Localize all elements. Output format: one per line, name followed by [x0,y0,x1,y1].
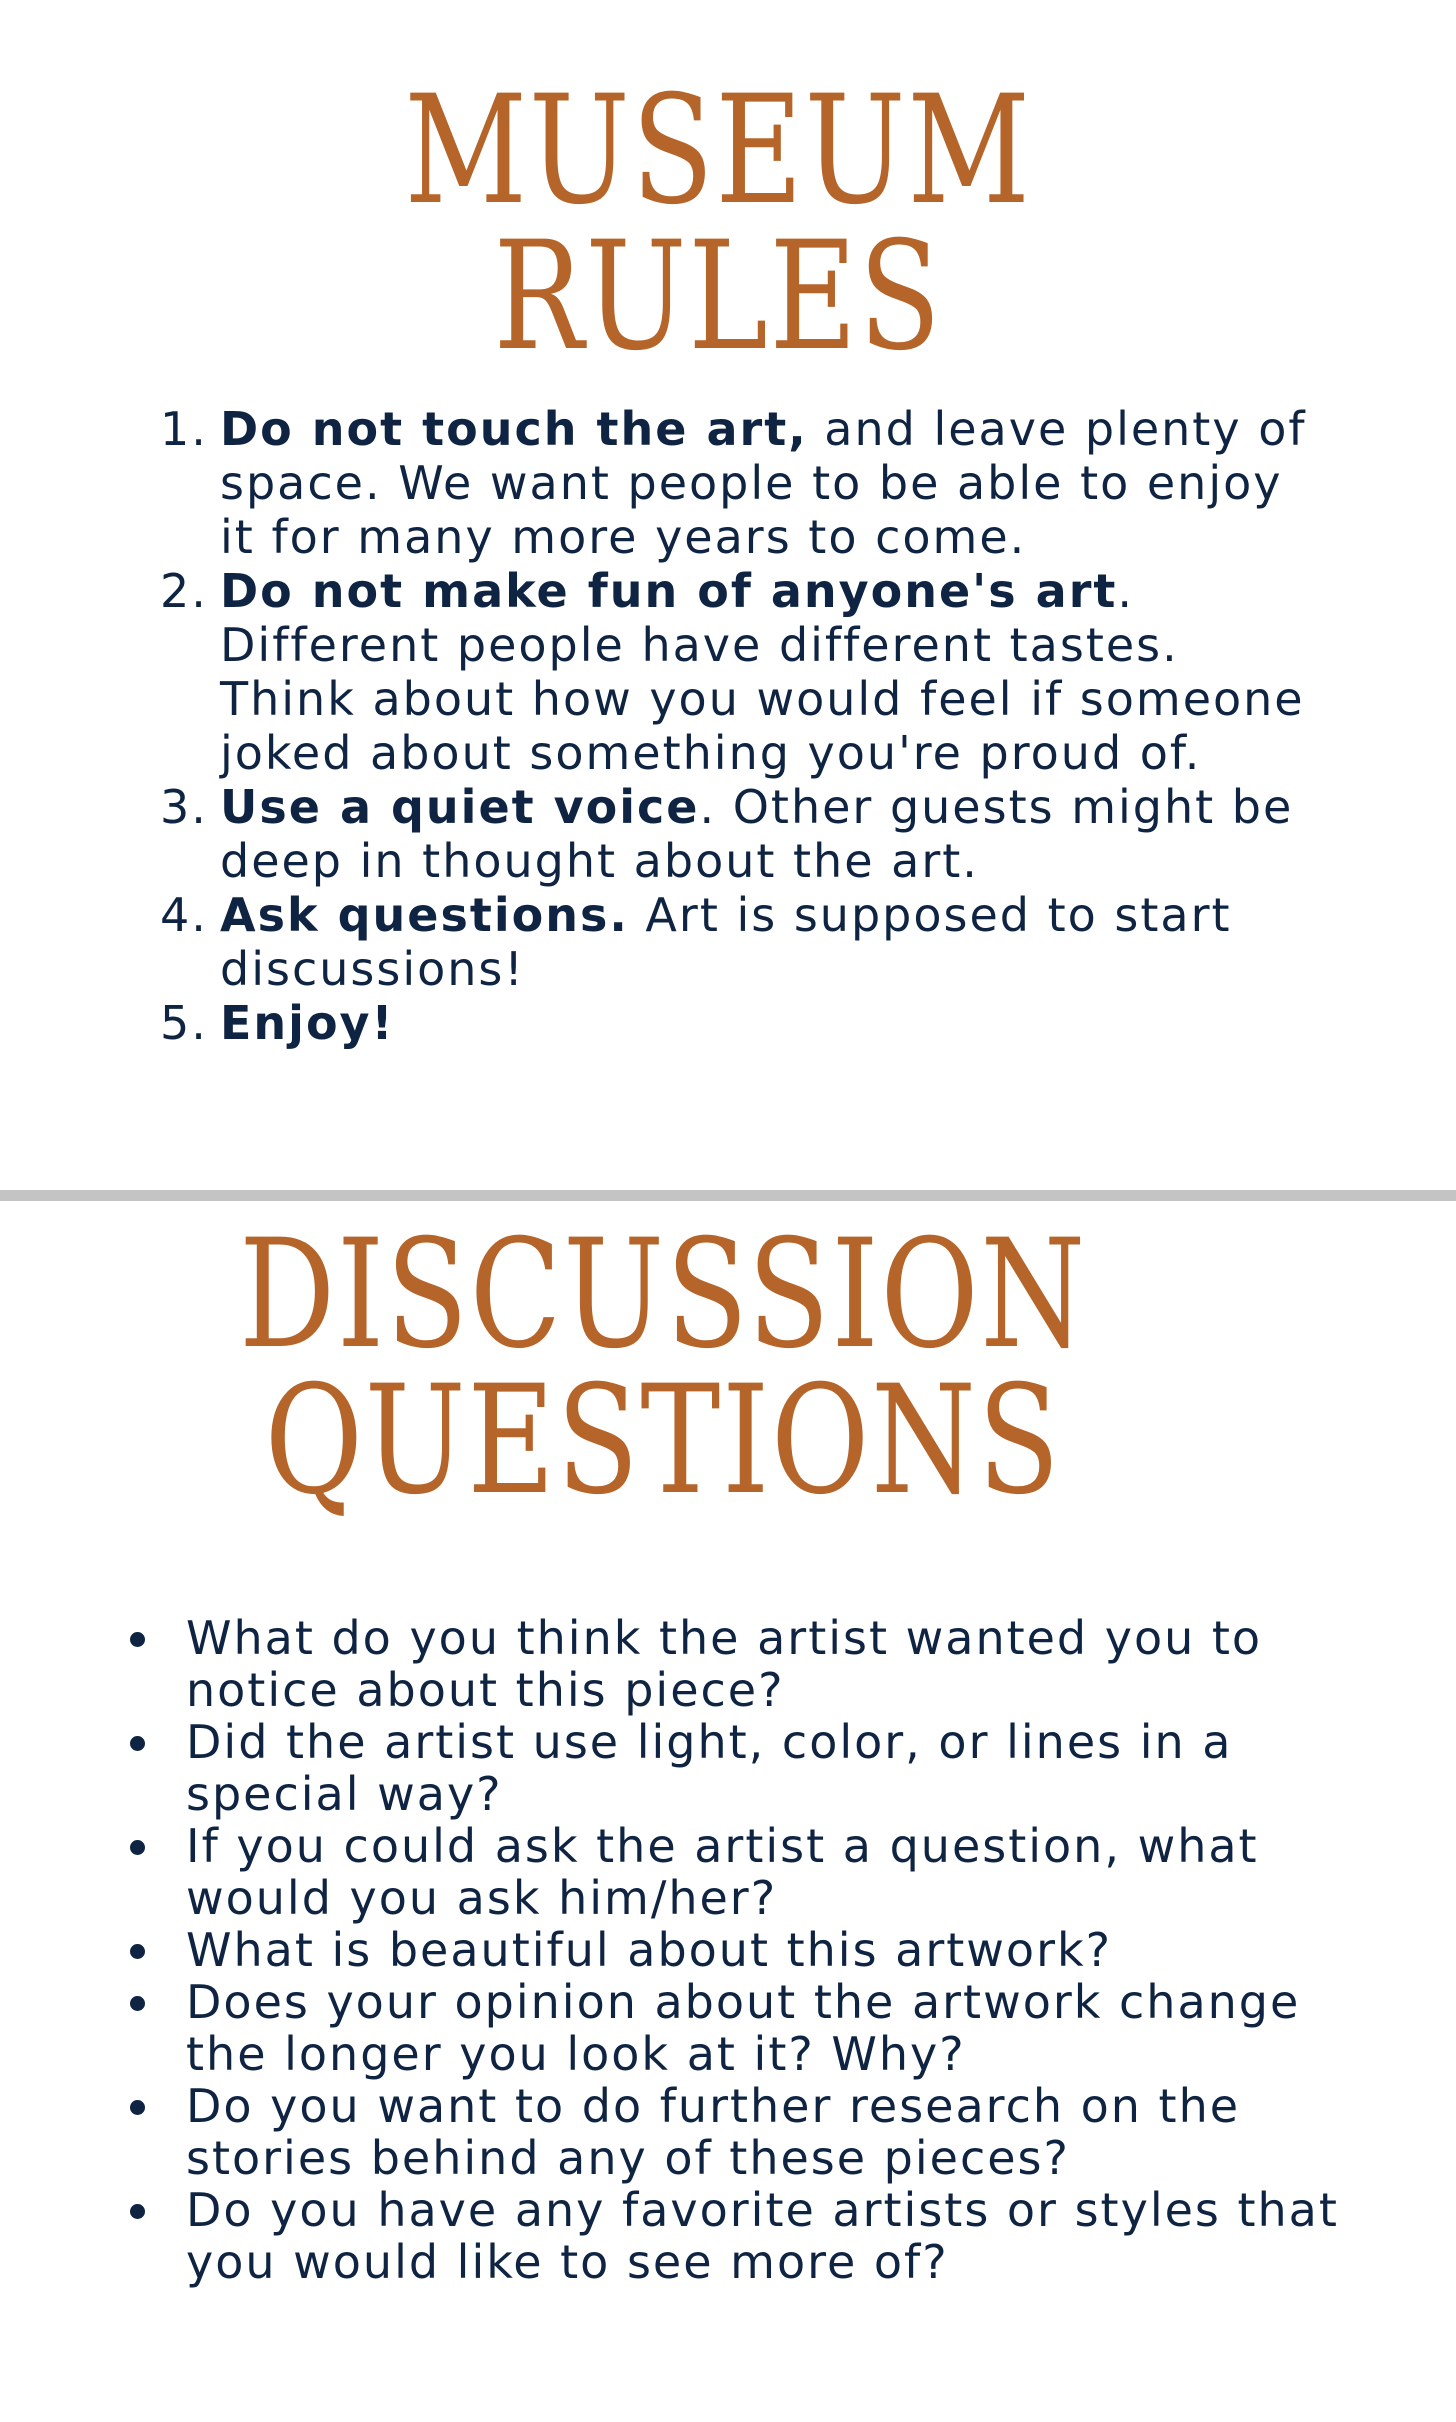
rule-bold-text: Use a quiet voice [220,780,700,834]
bullet-icon [130,1996,145,2011]
question-text: Do you want to do further research on the stories behind any of these pieces? [186,2079,1241,2185]
section-divider [0,1190,1456,1201]
bullet-icon [130,2100,145,2115]
rule-item [150,780,1310,888]
rule-item [150,402,1310,564]
rule-item [150,888,1310,996]
rule-bold-text: Enjoy! [220,996,395,1050]
rule-item [150,996,1310,1050]
rule-item [150,564,1310,780]
bullet-icon [130,1840,145,1855]
museum-rules-heading [0,64,1456,384]
question-text: What is beautiful about this artwork? [186,1923,1113,1977]
rules-title-line-1: MUSEUM [404,64,1032,238]
bullet-icon [130,1632,145,1647]
questions-title-line-2: QUESTIONS [264,1354,1062,1528]
discussion-questions-heading [0,1208,1456,1528]
question-item [130,1976,1350,2080]
question-item [130,2184,1350,2288]
question-item [130,1716,1350,1820]
rules-list [150,402,1310,1050]
question-text: Does your opinion about the artwork change the longer you look at it? Why? [186,1975,1301,2081]
question-text: If you could ask the artist a question, what would you ask him/her? [186,1819,1259,1925]
question-item [130,1924,1350,1976]
rule-number: 1. [160,402,208,456]
rule-text: . Other guests might be deep in thought about the art. [220,780,1294,888]
rule-number: 5. [160,996,208,1050]
questions-title-line-1: DISCUSSION [239,1208,1087,1382]
rule-bold-text: Do not make fun of anyone's art [220,564,1118,618]
question-text: What do you think the artist wanted you to notice about this piece? [186,1611,1263,1717]
questions-list [130,1612,1350,2288]
bullet-icon [130,1944,145,1959]
rule-number: 2. [160,564,208,618]
rule-text: and leave plenty of space. We want people to be able to enjoy it for many more years to come. [220,402,1307,564]
question-text: Do you have any favorite artists or styles that you would like to see more of? [186,2183,1339,2289]
question-item [130,1820,1350,1924]
rules-title-line-2: RULES [493,210,943,384]
question-item [130,1612,1350,1716]
rule-bold-text: Ask questions. [220,888,629,942]
rule-bold-text: Do not touch the art, [220,402,808,456]
rule-text: Art is supposed to start discussions! [220,888,1232,996]
rule-number: 3. [160,780,208,834]
question-text: Did the artist use light, color, or lines in a special way? [186,1715,1233,1821]
rule-number: 4. [160,888,208,942]
question-item [130,2080,1350,2184]
bullet-icon [130,1736,145,1751]
rule-text: . Different people have different tastes. Think about how you would feel if someone joked about something you're proud of. [220,564,1305,780]
bullet-icon [130,2204,145,2219]
